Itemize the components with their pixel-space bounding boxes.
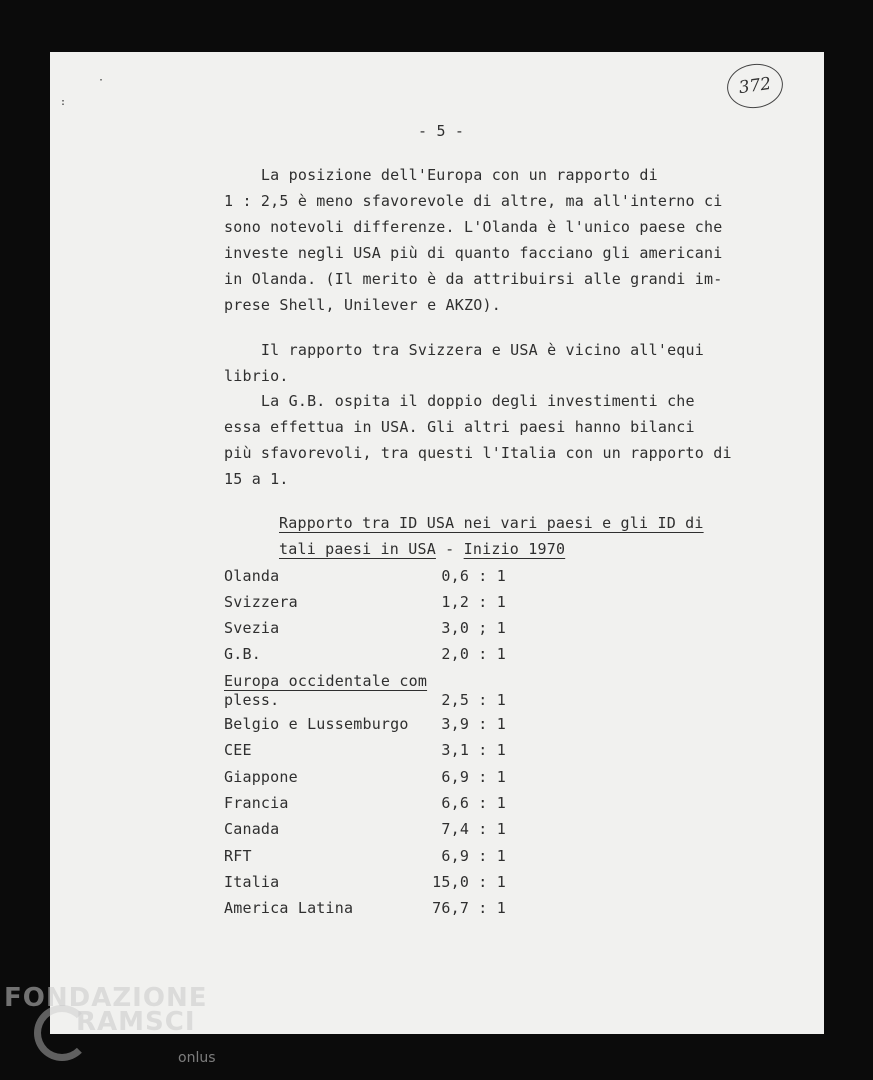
fondazione-gramsci-logo: [4, 983, 216, 1066]
table-subtitle: [279, 536, 565, 562]
table-subtitle-part: tali paesi in USA: [279, 540, 436, 558]
table-row-country: Francia: [224, 794, 289, 812]
table-row-ratio: 3,0 ; 1: [441, 619, 506, 637]
paper-speck: :: [60, 97, 67, 108]
paragraph-line: librio.: [224, 367, 289, 385]
table-row-country: Belgio e Lussemburgo: [224, 715, 409, 733]
table-row-ratio: 3,9 : 1: [441, 715, 506, 733]
table-row-country: Giappone: [224, 768, 298, 786]
table-row-ratio: 6,9 : 1: [441, 768, 506, 786]
table-row-country: Svezia: [224, 619, 280, 637]
paragraph-line: La G.B. ospita il doppio degli investimenti che: [224, 392, 695, 410]
table-row-country: Svizzera: [224, 593, 298, 611]
table-subtitle-separator: -: [435, 540, 464, 558]
paragraph-line: prese Shell, Unilever e AKZO).: [224, 296, 501, 314]
paragraph-line: 1 : 2,5 è meno sfavorevole di altre, ma all'interno ci: [224, 192, 723, 210]
table-row-country: Olanda: [224, 567, 280, 585]
table-row-ratio: 3,1 : 1: [441, 741, 506, 759]
table-row-ratio: 2,0 : 1: [441, 645, 506, 663]
table-row-country: CEE: [224, 741, 252, 759]
table-row-country: G.B.: [224, 645, 261, 663]
table-row-country: America Latina: [224, 899, 354, 917]
paragraph-line: Il rapporto tra Svizzera e USA è vicino all'equi: [224, 341, 704, 359]
paper-speck: ·: [98, 75, 105, 86]
paragraph-line: più sfavorevoli, tra questi l'Italia con un rapporto di: [224, 444, 732, 462]
table-row-ratio: 0,6 : 1: [441, 567, 506, 585]
table-row-ratio: 15,0 : 1: [432, 873, 506, 891]
logo-line1: FONDAZIONE: [4, 983, 208, 1013]
table-row-ratio: 6,6 : 1: [441, 794, 506, 812]
paragraph-line: 15 a 1.: [224, 470, 289, 488]
table-row-country: Europa occidentale com: [224, 672, 428, 690]
logo-line2: RAMSCI: [76, 1007, 196, 1037]
paragraph-line: La posizione dell'Europa con un rapporto di: [224, 166, 658, 184]
paragraph-line: essa effettua in USA. Gli altri paesi hanno bilanci: [224, 418, 695, 436]
table-title: Rapporto tra ID USA nei vari paesi e gli ID di: [279, 514, 704, 532]
paragraph-line: sono notevoli differenze. L'Olanda è l'unico paese che: [224, 218, 723, 236]
table-row-ratio: 7,4 : 1: [441, 820, 506, 838]
table-subtitle-date: Inizio 1970: [463, 540, 566, 558]
table-row-ratio: 6,9 : 1: [441, 847, 506, 865]
table-row-country: Canada: [224, 820, 280, 838]
table-row-ratio: 2,5 : 1: [441, 691, 506, 709]
table-row-ratio: 76,7 : 1: [432, 899, 506, 917]
table-row-country: RFT: [224, 847, 252, 865]
table-row-ratio: 1,2 : 1: [441, 593, 506, 611]
archive-number-stamp: 372: [724, 60, 786, 111]
page-number: - 5 -: [418, 122, 465, 140]
paragraph-line: in Olanda. (Il merito è da attribuirsi alle grandi im-: [224, 270, 723, 288]
logo-sub: onlus: [178, 1050, 216, 1066]
table-row-country-cont: pless.: [224, 691, 280, 709]
paragraph-line: investe negli USA più di quanto facciano gli americani: [224, 244, 723, 262]
table-row-country: Italia: [224, 873, 280, 891]
